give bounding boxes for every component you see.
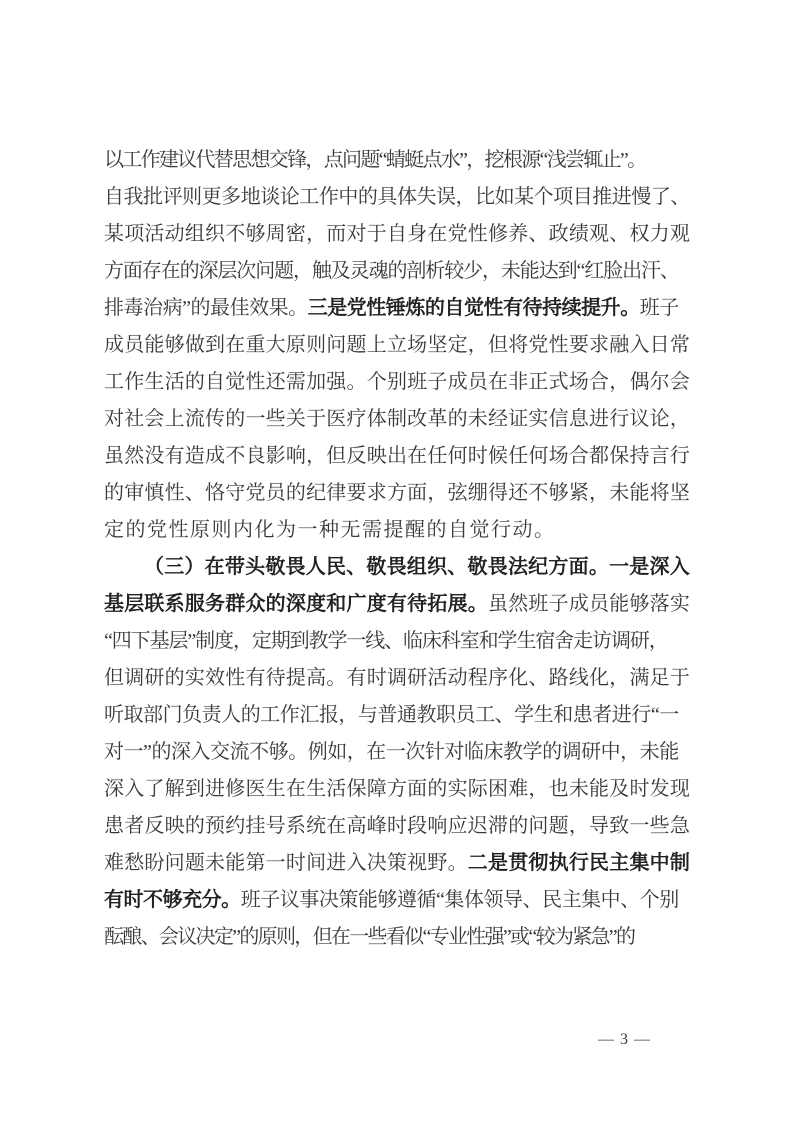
body-text: 听取部门负责人的工作汇报，与普通教职员工、学生和患者进行“一 [104, 704, 679, 726]
body-text: 患者反映的预约挂号系统在高峰时段响应迟滞的问题，导致一些急 [104, 815, 691, 837]
text-line [104, 253, 690, 290]
emphasis-text: 三是党性锤炼的自觉性有待持续提升。 [307, 297, 640, 319]
body-text: 以工作建议代替思想交锋，点问题“蜻蜓点水”，挖根源“浅尝辄止”。 [104, 149, 646, 171]
emphasis-text: 基层联系服务群众的深度和广度有待拓展。 [104, 593, 488, 615]
body-text: “四下基层”制度，定期到教学一线、临床科室和学生宿舍走访调研， [104, 630, 668, 652]
text-line [104, 697, 690, 734]
text-line [104, 327, 690, 364]
text-line [104, 771, 690, 808]
text-line [104, 808, 690, 845]
body-text: 酝酿、会议决定”的原则，但在一些看似“专业性强”或“较为紧急”的 [104, 926, 635, 948]
body-text: 工作生活的自觉性还需加强。个别班子成员在非正式场合，偶尔会 [104, 371, 691, 393]
page-number: — 3 — [598, 1031, 651, 1048]
body-text: 对一”的深入交流不够。例如，在一次针对临床教学的调研中，未能 [104, 741, 679, 763]
body-text: 某项活动组织不够周密，而对于自身在党性修养、政绩观、权力观 [104, 223, 691, 245]
body-text: 但调研的实效性有待提高。有时调研活动程序化、路线化，满足于 [104, 667, 691, 689]
body-text: 成员能够做到在重大原则问题上立场坚定，但将党性要求融入日常 [104, 334, 691, 356]
body-text: 方面存在的深层次问题，触及灵魂的剖析较少，未能达到“红脸出汗、 [104, 260, 679, 282]
text-block [104, 142, 690, 956]
body-text: 班子 [639, 297, 679, 319]
text-line [104, 549, 690, 586]
body-text: 对社会上流传的一些关于医疗体制改革的未经证实信息进行议论， [104, 408, 691, 430]
text-line [104, 845, 690, 882]
text-line [104, 290, 690, 327]
text-line [104, 438, 690, 475]
text-line [104, 179, 690, 216]
body-text: 班子议事决策能够遵循“集体领导、民主集中、个别 [240, 889, 679, 911]
text-line [104, 216, 690, 253]
text-line [104, 623, 690, 660]
emphasis-text: 二是贯彻执行民主集中制 [467, 852, 691, 874]
body-text: 自我批评则更多地谈论工作中的具体失误，比如某个项目推进慢了、 [104, 186, 690, 208]
body-text: 虽然没有造成不良影响，但反映出在任何时候任何场合都保持言行 [104, 445, 691, 467]
text-line [104, 142, 690, 179]
body-text: 定的党性原则内化为一种无需提醒的自觉行动。 [104, 519, 556, 541]
body-text: 难愁盼问题未能第一时间进入决策视野。 [104, 852, 468, 874]
text-line [104, 660, 690, 697]
body-text: 虽然班子成员能够落实 [488, 593, 691, 615]
body-text: 的审慎性、恪守党员的纪律要求方面，弦绷得还不够紧，未能将坚 [104, 482, 691, 504]
text-line [104, 586, 690, 623]
text-line [104, 475, 690, 512]
text-line [104, 882, 690, 919]
emphasis-text: （三）在带头敬畏人民、敬畏组织、敬畏法纪方面。 [144, 556, 610, 578]
body-text: 排毒治病”的最佳效果。 [104, 297, 308, 319]
emphasis-text: 一是深入 [609, 556, 690, 578]
text-line [104, 734, 690, 771]
body-text: 深入了解到进修医生在生活保障方面的实际困难，也未能及时发现 [104, 778, 691, 800]
text-line [104, 401, 690, 438]
text-line [104, 919, 690, 956]
emphasis-text: 有时不够充分。 [104, 889, 241, 911]
text-line [104, 512, 690, 549]
text-line [104, 364, 690, 401]
